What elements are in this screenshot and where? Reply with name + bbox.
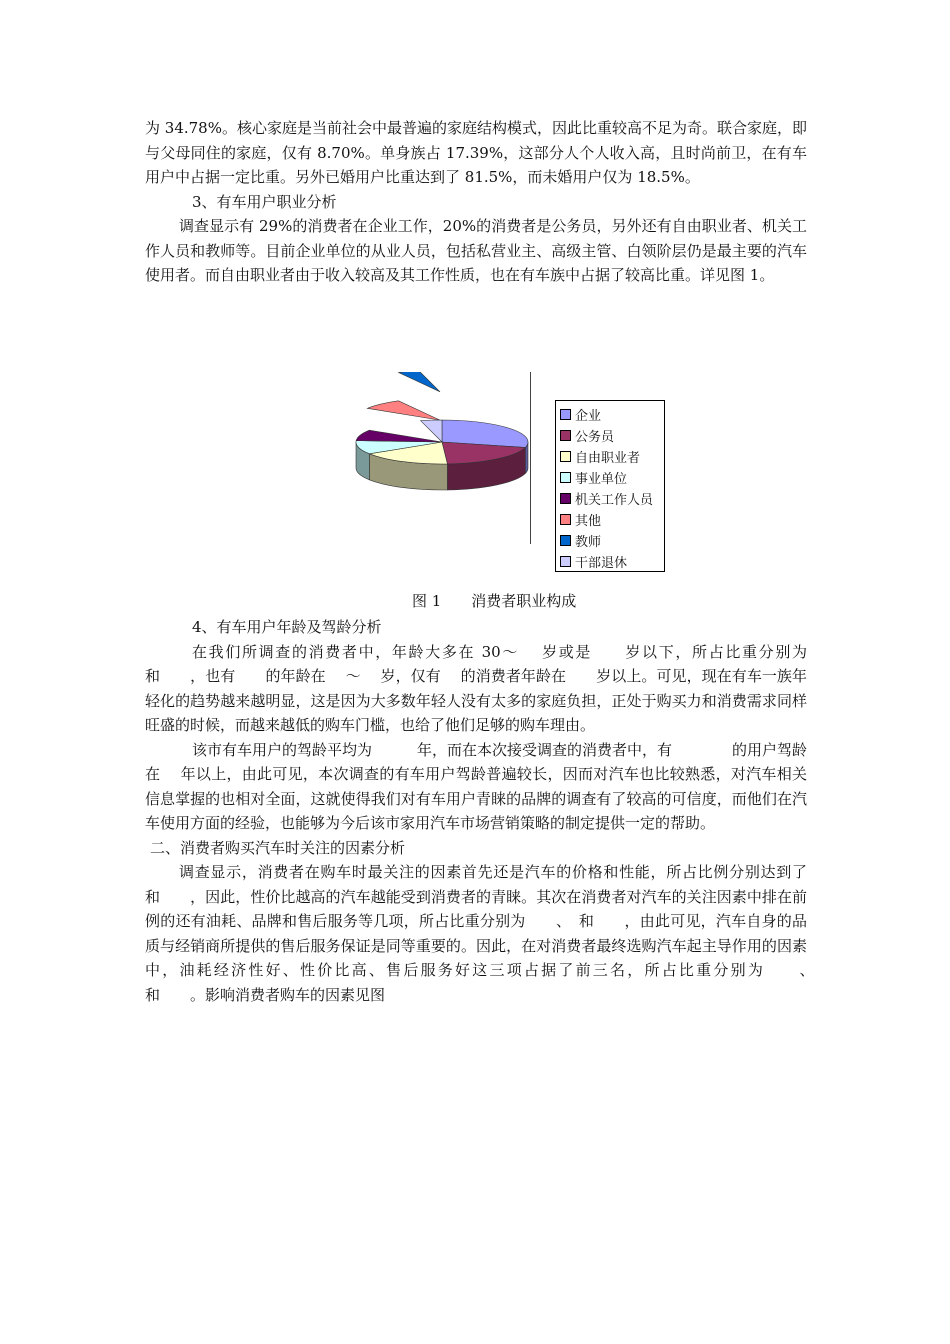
legend-item [560,489,653,507]
legend-item [560,426,614,444]
legend-label: 公务员 [575,429,615,445]
legend-swatch [560,472,571,483]
body-text [145,116,807,288]
heading-age-analysis: 4、有车用户年龄及驾龄分析 [192,618,382,636]
pie-top [356,372,528,464]
heading-purchase-factors: 二、消费者购买汽车时关注的因素分析 [150,838,406,857]
body-text-lower [145,615,838,1007]
heading-occupation-analysis: 3、有车用户职业分析 [192,192,337,211]
legend-label: 企业 [575,408,602,424]
legend-item [560,552,627,570]
legend-label: 机关工作人员 [575,492,654,508]
pie-slice-4 [356,430,442,442]
legend-label: 教师 [575,534,602,550]
paragraph-age: 在我们所调查的消费者中，年龄大多在 30～ 岁或是 岁以下，所占比重分别为 和 ，也有 的年龄在 ～ 岁，仅有 的消费者年龄在 岁以上。可见，现在有车一族年轻化的趋势越来越明显，这是因为大多数年轻人没有太多的家庭负担，正处于购买力和消费需求同样旺盛的时候，而越来越低的购车门槛，也给了他们足够的购车理由。 [145,642,827,734]
paragraph-purchase-factors: 调查显示，消费者在购车时最关注的因素首先还是汽车的价格和性能，所占比例分别达到了 和 ，因此，性价比越高的汽车越能受到消费者的青睐。其次在消费者对汽车的关注因素中排在前例的还有油耗、品牌和售后服务等几项，所占比重分别为 、 和 ，由此可见，汽车自身的品质与经销商所提供的售后服务保证是同等重要的。因此，在对消费者最终选购汽车起主导作用的因素中，油耗经济性好、性价比高、售后服务好这三项占据了前三名，所占比重分别为 、 和 。影响消费者购车的因素见图 [145,863,838,1004]
paragraph-family-structure: 为 34.78%。核心家庭是当前社会中最普遍的家庭结构模式，因此比重较高不足为奇。联合家庭，即与父母同住的家庭，仅有 8.70%。单身族占 17.39%，这部分人个人收入高，且时尚前卫，在有车用户中占据一定比重。另外已婚用户比重达到了 81.5%，而未婚用户仅为 18.5%。 [145,119,807,186]
legend-swatch [560,514,571,525]
legend-label: 自由职业者 [575,450,641,466]
legend-swatch [560,535,571,546]
legend-swatch [560,493,571,504]
legend-item [560,468,627,486]
legend-item [560,510,601,528]
legend-swatch [560,556,571,567]
figure-caption: 图 1 消费者职业构成 [412,592,577,610]
pie-slice-6 [399,372,440,392]
legend-swatch [560,451,571,462]
legend-label: 干部退休 [575,555,628,571]
pie-slice-7 [421,420,442,442]
legend-swatch [560,430,571,441]
legend-swatch [560,409,571,420]
legend-item [560,531,601,549]
legend-label: 事业单位 [575,471,628,487]
legend-label: 其他 [575,513,602,529]
chart-legend [555,400,665,572]
legend-item [560,405,601,423]
paragraph-driving-years: 该市有车用户的驾龄平均为 年，而在本次接受调查的消费者中，有 的用户驾龄在 年以上，由此可见，本次调查的有车用户驾龄普遍较长，因而对汽车也比较熟悉，对汽车相关信息掌握的也相对全面，这就使得我们对有车用户青睐的品牌的调查有了较高的可信度，而他们在汽车使用方面的经验，也能够为今后该市家用汽车市场营销策略的制定提供一定的帮助。 [145,740,808,832]
paragraph-occupation: 调查显示有 29%的消费者在企业工作，20%的消费者是公务员，另外还有自由职业者、机关工作人员和教师等。目前企业单位的从业人员，包括私营业主、高级主管、白领阶层仍是最主要的汽车使用者。而自由职业者由于收入较高及其工作性质，也在有车族中占据了较高比重。详见图 1。 [145,217,807,284]
pie-slice-5 [367,401,440,420]
legend-item [560,447,640,465]
